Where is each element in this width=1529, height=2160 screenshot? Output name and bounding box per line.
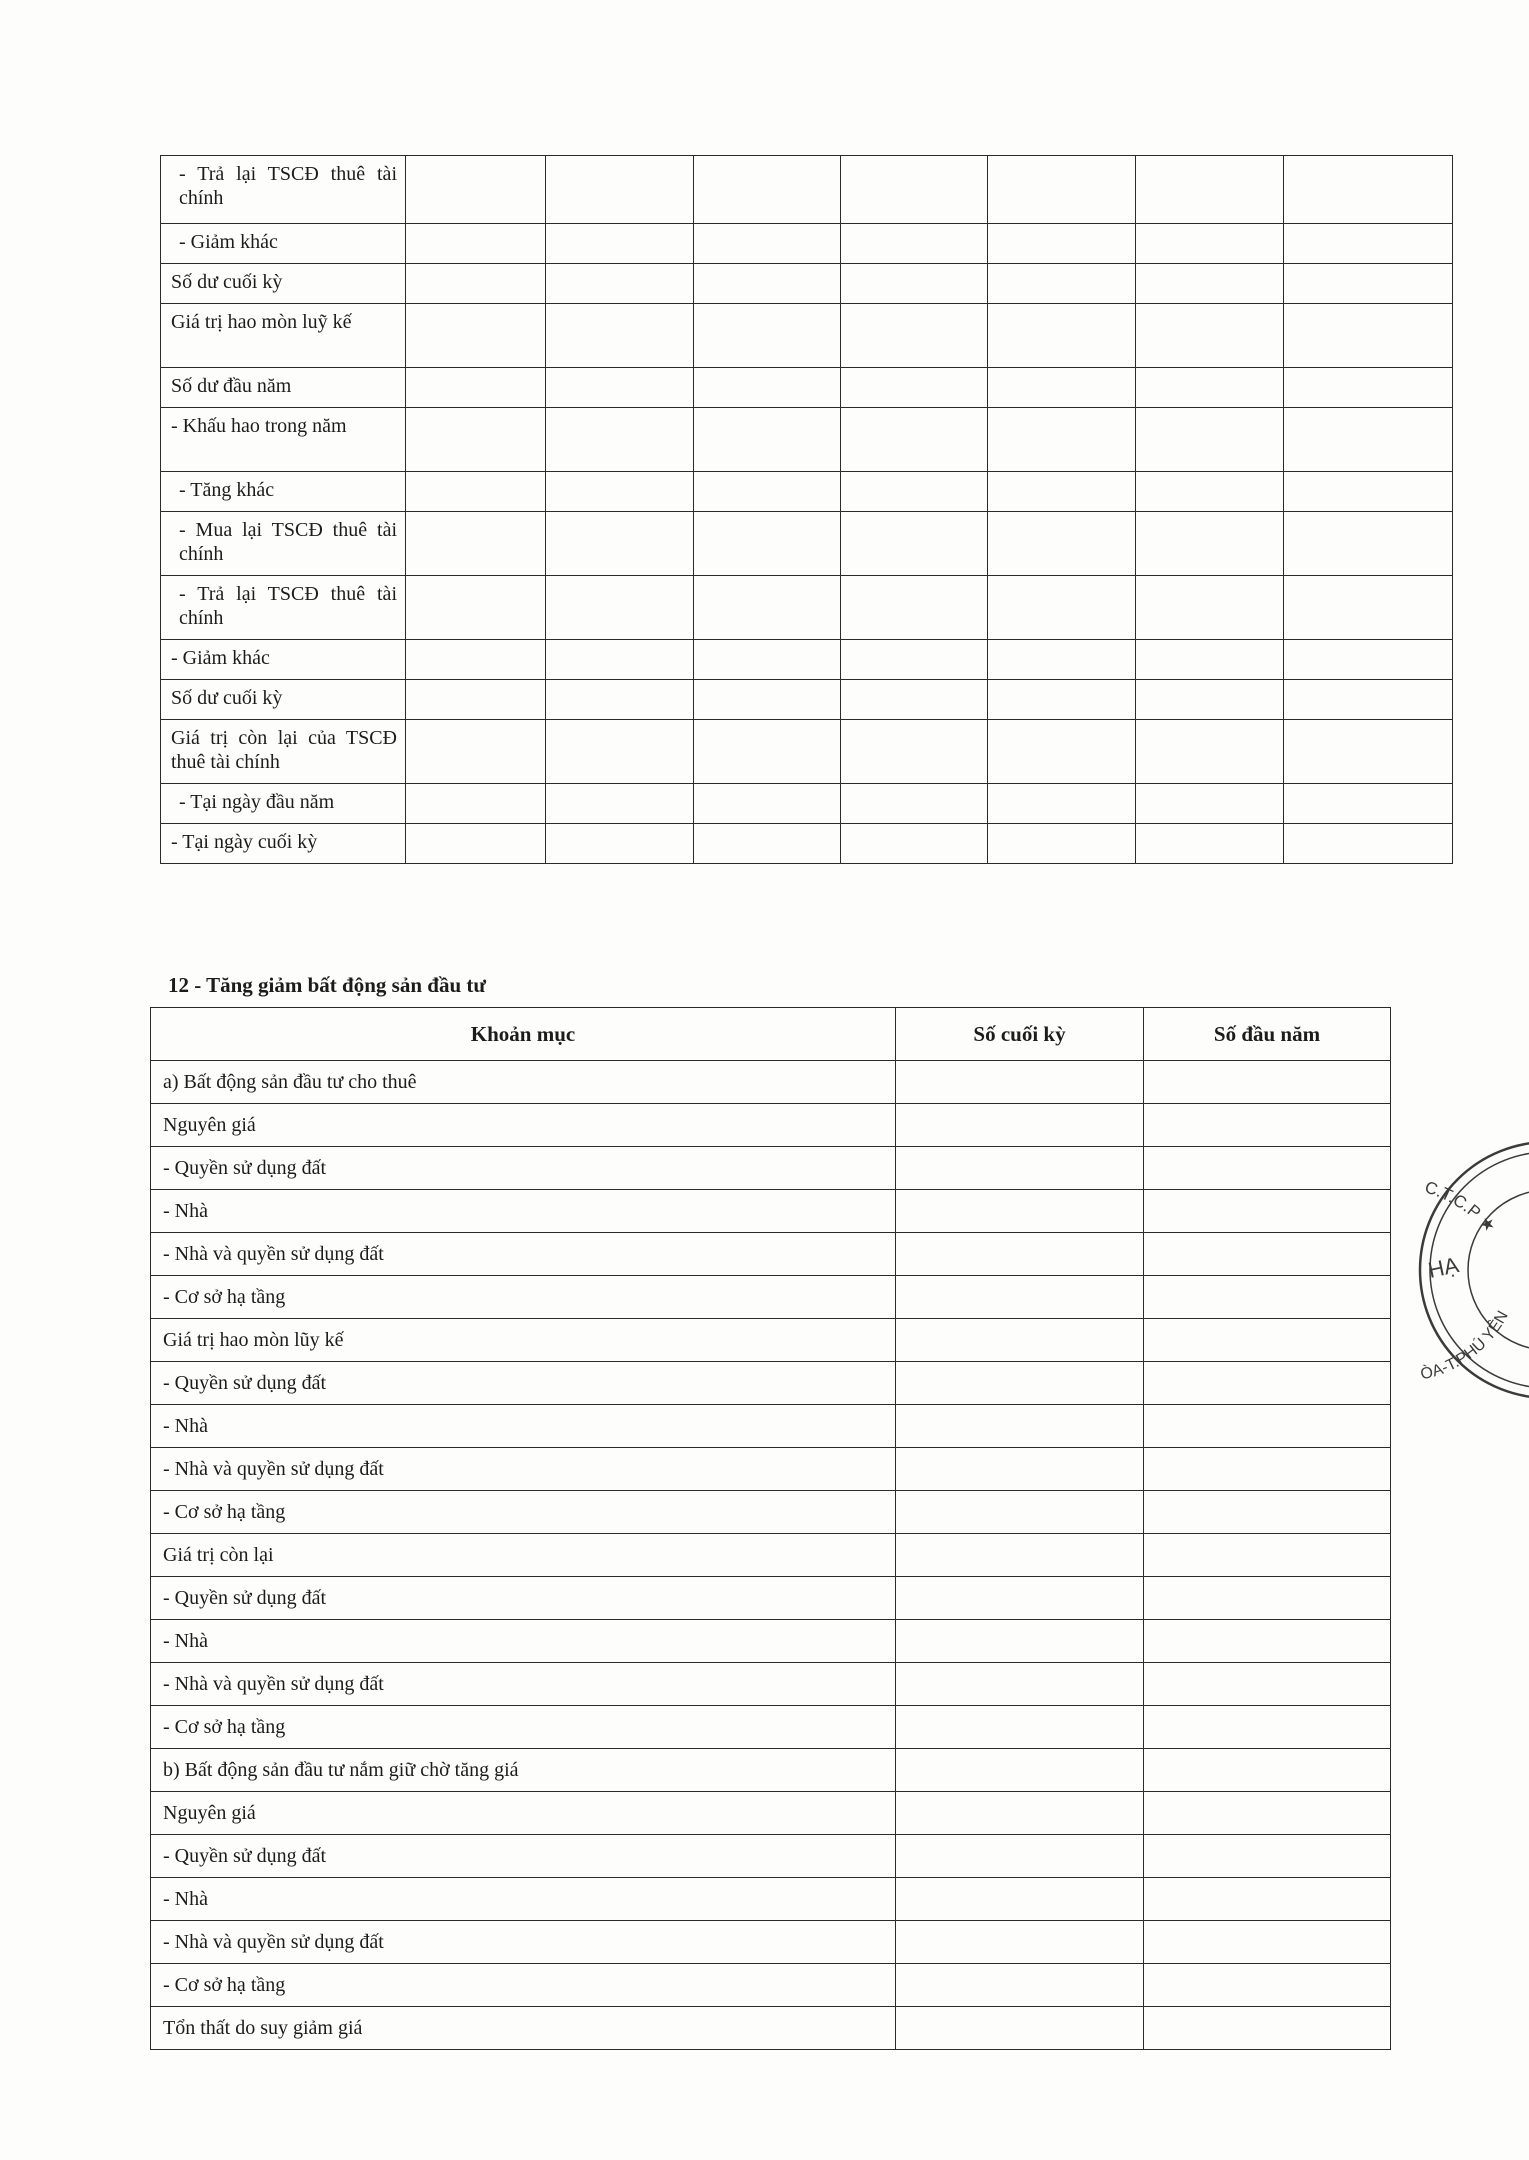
- value-cell-so-cuoi-ky: [896, 1577, 1144, 1620]
- value-cell: [406, 576, 546, 640]
- table-row: [161, 640, 1453, 680]
- value-cell: [1284, 640, 1453, 680]
- value-cell: [694, 264, 841, 304]
- value-cell: [988, 720, 1136, 784]
- row-label: - Nhà: [151, 1620, 896, 1663]
- value-cell-so-dau-nam: [1144, 1620, 1391, 1663]
- table-row: [151, 1706, 1391, 1749]
- row-label: Giá trị còn lại: [151, 1534, 896, 1577]
- value-cell: [406, 784, 546, 824]
- table-row: [151, 1147, 1391, 1190]
- value-cell: [1284, 304, 1453, 368]
- table-row: [151, 1620, 1391, 1663]
- row-label: - Nhà: [151, 1190, 896, 1233]
- header-so-cuoi-ky: Số cuối kỳ: [896, 1008, 1144, 1061]
- value-cell-so-cuoi-ky: [896, 1362, 1144, 1405]
- value-cell: [694, 784, 841, 824]
- table-row: [161, 264, 1453, 304]
- table-row: [151, 1491, 1391, 1534]
- value-cell: [988, 640, 1136, 680]
- company-seal: [1398, 1130, 1529, 1410]
- value-cell-so-dau-nam: [1144, 1878, 1391, 1921]
- table-row: [161, 512, 1453, 576]
- value-cell-so-dau-nam: [1144, 1491, 1391, 1534]
- value-cell: [841, 408, 988, 472]
- header-khoan-muc: Khoản mục: [151, 1008, 896, 1061]
- table-row: [161, 156, 1453, 224]
- value-cell-so-dau-nam: [1144, 1792, 1391, 1835]
- value-cell: [694, 472, 841, 512]
- row-label: - Tại ngày đầu năm: [161, 784, 406, 824]
- value-cell-so-cuoi-ky: [896, 1534, 1144, 1577]
- value-cell: [1284, 156, 1453, 224]
- seal-text-middle: HẠ: [1425, 1252, 1461, 1283]
- value-cell: [1136, 224, 1284, 264]
- table-row: [151, 1663, 1391, 1706]
- value-cell-so-cuoi-ky: [896, 1964, 1144, 2007]
- value-cell-so-cuoi-ky: [896, 1104, 1144, 1147]
- table-row: [161, 472, 1453, 512]
- value-cell: [988, 512, 1136, 576]
- section-12-title: 12 - Tăng giảm bất động sản đầu tư: [168, 973, 486, 997]
- table-row: [151, 1061, 1391, 1104]
- value-cell: [694, 640, 841, 680]
- value-cell: [988, 368, 1136, 408]
- value-cell: [694, 156, 841, 224]
- row-label: - Cơ sở hạ tầng: [151, 1276, 896, 1319]
- value-cell: [1136, 720, 1284, 784]
- value-cell: [546, 720, 694, 784]
- value-cell-so-dau-nam: [1144, 2007, 1391, 2050]
- row-label: Nguyên giá: [151, 1792, 896, 1835]
- value-cell-so-dau-nam: [1144, 1405, 1391, 1448]
- value-cell: [406, 368, 546, 408]
- value-cell: [988, 156, 1136, 224]
- value-cell: [1284, 824, 1453, 864]
- value-cell: [841, 472, 988, 512]
- row-label: - Quyền sử dụng đất: [151, 1577, 896, 1620]
- value-cell-so-dau-nam: [1144, 1835, 1391, 1878]
- value-cell-so-dau-nam: [1144, 1964, 1391, 2007]
- value-cell: [988, 408, 1136, 472]
- value-cell: [841, 824, 988, 864]
- value-cell: [988, 224, 1136, 264]
- value-cell: [694, 824, 841, 864]
- svg-text:C.T.C.P ★: [1423, 1177, 1500, 1236]
- row-label: - Nhà: [151, 1405, 896, 1448]
- value-cell-so-cuoi-ky: [896, 1147, 1144, 1190]
- table-row: [151, 2007, 1391, 2050]
- row-label: - Nhà và quyền sử dụng đất: [151, 1233, 896, 1276]
- value-cell-so-cuoi-ky: [896, 1792, 1144, 1835]
- row-label: - Nhà và quyền sử dụng đất: [151, 1921, 896, 1964]
- value-cell: [1136, 680, 1284, 720]
- value-cell-so-cuoi-ky: [896, 1921, 1144, 1964]
- row-label: Nguyên giá: [151, 1104, 896, 1147]
- value-cell: [546, 224, 694, 264]
- value-cell: [546, 472, 694, 512]
- investment-property-table: [150, 1007, 1391, 2050]
- value-cell: [546, 576, 694, 640]
- value-cell: [1284, 784, 1453, 824]
- value-cell: [406, 640, 546, 680]
- value-cell: [694, 224, 841, 264]
- row-label: Giá trị hao mòn lũy kế: [151, 1319, 896, 1362]
- value-cell-so-cuoi-ky: [896, 1749, 1144, 1792]
- table-row: [161, 368, 1453, 408]
- value-cell: [1284, 408, 1453, 472]
- row-label: - Tăng khác: [161, 472, 406, 512]
- row-label: - Khấu hao trong năm: [161, 408, 406, 472]
- table-row: [151, 1964, 1391, 2007]
- value-cell: [841, 784, 988, 824]
- value-cell: [546, 264, 694, 304]
- value-cell: [406, 156, 546, 224]
- value-cell-so-cuoi-ky: [896, 1878, 1144, 1921]
- row-label: - Cơ sở hạ tầng: [151, 1964, 896, 2007]
- table-row: [161, 408, 1453, 472]
- value-cell: [1284, 224, 1453, 264]
- value-cell: [841, 576, 988, 640]
- value-cell: [1136, 640, 1284, 680]
- value-cell-so-cuoi-ky: [896, 1061, 1144, 1104]
- value-cell: [841, 264, 988, 304]
- row-label: Giá trị còn lại của TSCĐ thuê tài chính: [161, 720, 406, 784]
- value-cell-so-dau-nam: [1144, 1104, 1391, 1147]
- row-label: - Giảm khác: [161, 640, 406, 680]
- row-label: - Nhà: [151, 1878, 896, 1921]
- value-cell-so-dau-nam: [1144, 1921, 1391, 1964]
- row-label: - Quyền sử dụng đất: [151, 1362, 896, 1405]
- table-row: [151, 1792, 1391, 1835]
- value-cell: [1136, 824, 1284, 864]
- svg-text:ÒA-T.PHÚ YÊN: [1418, 1308, 1511, 1383]
- value-cell: [988, 576, 1136, 640]
- value-cell: [1284, 720, 1453, 784]
- row-label: - Giảm khác: [161, 224, 406, 264]
- value-cell: [546, 784, 694, 824]
- value-cell: [694, 720, 841, 784]
- value-cell: [841, 512, 988, 576]
- value-cell-so-dau-nam: [1144, 1706, 1391, 1749]
- value-cell: [988, 472, 1136, 512]
- table-row: [161, 224, 1453, 264]
- value-cell: [546, 408, 694, 472]
- value-cell: [988, 824, 1136, 864]
- value-cell: [1136, 784, 1284, 824]
- value-cell: [546, 368, 694, 408]
- value-cell-so-cuoi-ky: [896, 1448, 1144, 1491]
- table-row: [151, 1276, 1391, 1319]
- table-row: [151, 1749, 1391, 1792]
- row-label: - Mua lại TSCĐ thuê tài chính: [161, 512, 406, 576]
- value-cell: [406, 264, 546, 304]
- row-label: - Cơ sở hạ tầng: [151, 1491, 896, 1534]
- row-label: - Trả lại TSCĐ thuê tài chính: [161, 576, 406, 640]
- value-cell: [694, 304, 841, 368]
- value-cell: [841, 304, 988, 368]
- value-cell: [406, 680, 546, 720]
- value-cell-so-dau-nam: [1144, 1448, 1391, 1491]
- value-cell: [841, 156, 988, 224]
- table-row: [161, 304, 1453, 368]
- row-label: - Quyền sử dụng đất: [151, 1147, 896, 1190]
- value-cell-so-cuoi-ky: [896, 1319, 1144, 1362]
- row-label: Giá trị hao mòn luỹ kế: [161, 304, 406, 368]
- value-cell: [841, 368, 988, 408]
- value-cell: [1136, 576, 1284, 640]
- value-cell-so-cuoi-ky: [896, 1233, 1144, 1276]
- table-row: [151, 1104, 1391, 1147]
- value-cell-so-dau-nam: [1144, 1233, 1391, 1276]
- seal-text-bottom: ÒA-T.PHÚ YÊN: [1418, 1308, 1512, 1384]
- table-row: [151, 1233, 1391, 1276]
- value-cell: [694, 512, 841, 576]
- header-row: [151, 1008, 1391, 1061]
- value-cell: [694, 408, 841, 472]
- row-label: Tổn thất do suy giảm giá: [151, 2007, 896, 2050]
- value-cell-so-dau-nam: [1144, 1190, 1391, 1233]
- row-label: - Tại ngày cuối kỳ: [161, 824, 406, 864]
- table-row: [151, 1921, 1391, 1964]
- value-cell: [1284, 576, 1453, 640]
- table-row: [151, 1577, 1391, 1620]
- value-cell: [546, 156, 694, 224]
- table-row: [151, 1405, 1391, 1448]
- value-cell: [406, 224, 546, 264]
- value-cell: [546, 640, 694, 680]
- table-row: [151, 1448, 1391, 1491]
- value-cell-so-cuoi-ky: [896, 1706, 1144, 1749]
- value-cell: [694, 680, 841, 720]
- value-cell: [694, 368, 841, 408]
- value-cell-so-cuoi-ky: [896, 1620, 1144, 1663]
- value-cell: [841, 224, 988, 264]
- row-label: - Cơ sở hạ tầng: [151, 1706, 896, 1749]
- value-cell: [1136, 408, 1284, 472]
- value-cell-so-cuoi-ky: [896, 1491, 1144, 1534]
- row-label: Số dư đầu năm: [161, 368, 406, 408]
- value-cell: [1136, 368, 1284, 408]
- value-cell: [1284, 264, 1453, 304]
- value-cell-so-cuoi-ky: [896, 1276, 1144, 1319]
- value-cell: [1136, 156, 1284, 224]
- value-cell-so-cuoi-ky: [896, 1835, 1144, 1878]
- fixed-asset-lease-table: [160, 155, 1453, 864]
- row-label: a) Bất động sản đầu tư cho thuê: [151, 1061, 896, 1104]
- value-cell: [406, 512, 546, 576]
- value-cell: [988, 264, 1136, 304]
- table-row: [161, 720, 1453, 784]
- value-cell-so-cuoi-ky: [896, 2007, 1144, 2050]
- value-cell-so-dau-nam: [1144, 1061, 1391, 1104]
- value-cell-so-dau-nam: [1144, 1663, 1391, 1706]
- table-row: [161, 784, 1453, 824]
- table-row: [151, 1319, 1391, 1362]
- value-cell: [546, 680, 694, 720]
- value-cell: [1136, 304, 1284, 368]
- value-cell: [406, 472, 546, 512]
- seal-text-top: C.T.C.P ★: [1422, 1177, 1500, 1237]
- value-cell-so-dau-nam: [1144, 1749, 1391, 1792]
- value-cell: [988, 784, 1136, 824]
- value-cell: [546, 824, 694, 864]
- table-row: [161, 824, 1453, 864]
- value-cell-so-cuoi-ky: [896, 1663, 1144, 1706]
- row-label: - Nhà và quyền sử dụng đất: [151, 1663, 896, 1706]
- value-cell: [1136, 264, 1284, 304]
- row-label: Số dư cuối kỳ: [161, 680, 406, 720]
- value-cell-so-dau-nam: [1144, 1577, 1391, 1620]
- value-cell: [1284, 472, 1453, 512]
- row-label: b) Bất động sản đầu tư nắm giữ chờ tăng giá: [151, 1749, 896, 1792]
- value-cell: [988, 680, 1136, 720]
- table-row: [151, 1362, 1391, 1405]
- value-cell: [1284, 368, 1453, 408]
- value-cell-so-dau-nam: [1144, 1534, 1391, 1577]
- value-cell: [1284, 680, 1453, 720]
- value-cell-so-dau-nam: [1144, 1276, 1391, 1319]
- value-cell: [1284, 512, 1453, 576]
- table-row: [151, 1835, 1391, 1878]
- value-cell: [841, 720, 988, 784]
- table-row: [151, 1878, 1391, 1921]
- row-label: - Quyền sử dụng đất: [151, 1835, 896, 1878]
- value-cell: [694, 576, 841, 640]
- value-cell: [841, 640, 988, 680]
- table-row: [151, 1190, 1391, 1233]
- value-cell: [841, 680, 988, 720]
- value-cell: [546, 304, 694, 368]
- header-so-dau-nam: Số đầu năm: [1144, 1008, 1391, 1061]
- table-row: [161, 576, 1453, 640]
- value-cell: [406, 408, 546, 472]
- value-cell-so-dau-nam: [1144, 1319, 1391, 1362]
- table-row: [151, 1534, 1391, 1577]
- value-cell-so-dau-nam: [1144, 1362, 1391, 1405]
- value-cell: [406, 304, 546, 368]
- value-cell: [1136, 512, 1284, 576]
- value-cell-so-cuoi-ky: [896, 1190, 1144, 1233]
- row-label: - Trả lại TSCĐ thuê tài chính: [161, 156, 406, 224]
- row-label: Số dư cuối kỳ: [161, 264, 406, 304]
- value-cell: [546, 512, 694, 576]
- row-label: - Nhà và quyền sử dụng đất: [151, 1448, 896, 1491]
- value-cell: [988, 304, 1136, 368]
- value-cell-so-dau-nam: [1144, 1147, 1391, 1190]
- value-cell: [406, 720, 546, 784]
- value-cell-so-cuoi-ky: [896, 1405, 1144, 1448]
- value-cell: [406, 824, 546, 864]
- value-cell: [1136, 472, 1284, 512]
- table-row: [161, 680, 1453, 720]
